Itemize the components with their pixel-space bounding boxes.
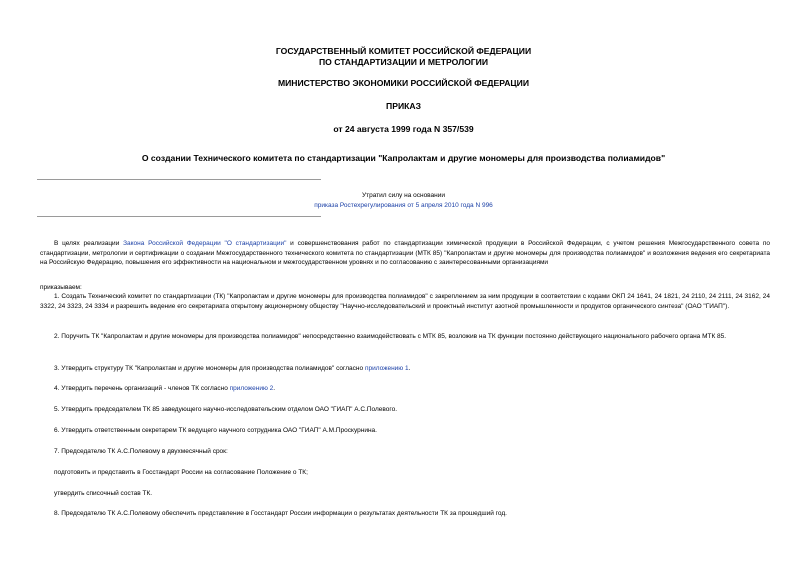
intro-text-post: и совершенствования работ по стандартизации химической продукции в Российской Федерации, с учетом решения Межгосударственного совета по стандартизации, метрологии и сертификации о создании Межгосударственного технического комитета по стандартизации (МТК 85) "Капролактам и другие мономеры для производства полиамидов" и возложения ведения его секретариата на Российскую Федерацию, повышения его эффективности на национальном и межгосударственном уровнях и по согласованию с заинтересованными организациями [40,240,770,267]
item-4 [40,384,770,394]
document-subject: О создании Технического комитета по стандартизации "Капролактам и другие мономеры для производства полиамидов" [141,153,666,163]
ministry-title: МИНИСТЕРСТВО ЭКОНОМИКИ РОССИЙСКОЙ ФЕДЕРАЦИИ [277,78,530,88]
item-4-end: . [273,385,276,392]
item-3 [40,364,770,374]
item-6: 6. Утвердить ответственным секретарем ТК ведущего научного сотрудника ОАО "ГИАП" А.М.Проскурнина. [54,427,377,434]
item-3-text: 3. Утвердить структуру ТК "Капролактам и другие мономеры для производства полиамидов" согласно [54,365,365,372]
appendix-2-link[interactable]: приложению 2 [229,385,274,392]
committee-title [0,46,807,68]
committee-line-2: ПО СТАНДАРТИЗАЦИИ И МЕТРОЛОГИИ [318,57,489,67]
item-2: 2. Поручить ТК "Капролактам и другие мономеры для производства полиамидов" непосредственно взаимодействовать с МТК 85, возложив на ТК функции постоянно действующего национального рабочего органа МТК 85. [54,333,727,340]
committee-line-1: ГОСУДАРСТВЕННЫЙ КОМИТЕТ РОССИЙСКОЙ ФЕДЕРАЦИИ [275,46,532,56]
item-8: 8. Председателю ТК А.С.Полевому обеспечить представление в Госстандарт России информации о результатах деятельности ТК за прошедший год. [54,510,507,517]
repeal-note: Утратил силу на основании [361,192,446,199]
intro-paragraph [40,239,770,268]
divider-top [37,179,321,180]
repeal-link[interactable]: приказа Ростехрегулирования от 5 апреля 2010 года N 996 [314,202,493,209]
item-7: 7. Председателю ТК А.С.Полевому в двухмесячный срок: [54,448,228,455]
item-7-subitem-b: утвердить списочный состав ТК. [54,490,153,497]
intro-text-pre: В целях реализации [54,240,124,247]
repeal-link-line [230,201,577,211]
law-link[interactable]: Закона Российской Федерации "О стандартизации" [123,240,287,247]
divider-bottom [37,216,321,217]
item-4-text: 4. Утвердить перечень организаций - членов ТК согласно [54,385,230,392]
document-type: ПРИКАЗ [386,101,421,111]
item-5: 5. Утвердить председателем ТК 85 заведующего научно-исследовательским отделом ОАО "ГИАП" А.С.Полевого. [54,406,398,413]
appendix-1-link[interactable]: приложению 1 [364,365,409,372]
document-date-number: от 24 августа 1999 года N 357/539 [333,124,474,134]
item-7-subitem-a: подготовить и представить в Госстандарт России на согласование Положение о ТК; [54,469,308,476]
item-3-end: . [408,365,411,372]
item-1: 1. Создать Технический комитет по стандартизации (ТК) "Капролактам и другие мономеры для производства полиамидов" с закреплением за ним продукции в соответствии с кодами ОКП 24 1641, 24 1821, 24 2110, 24 2111, 24 3162, 24 3322, 24 3323, 24 3334 и разрешить ведение его секретариата открытому акционерному обществу "Научно-исследовательский и проектный институт азотной промышленности и продуктов органического синтеза" (ОАО "ГИАП"). [40,293,770,310]
ordered-word: приказываем: [40,284,82,291]
